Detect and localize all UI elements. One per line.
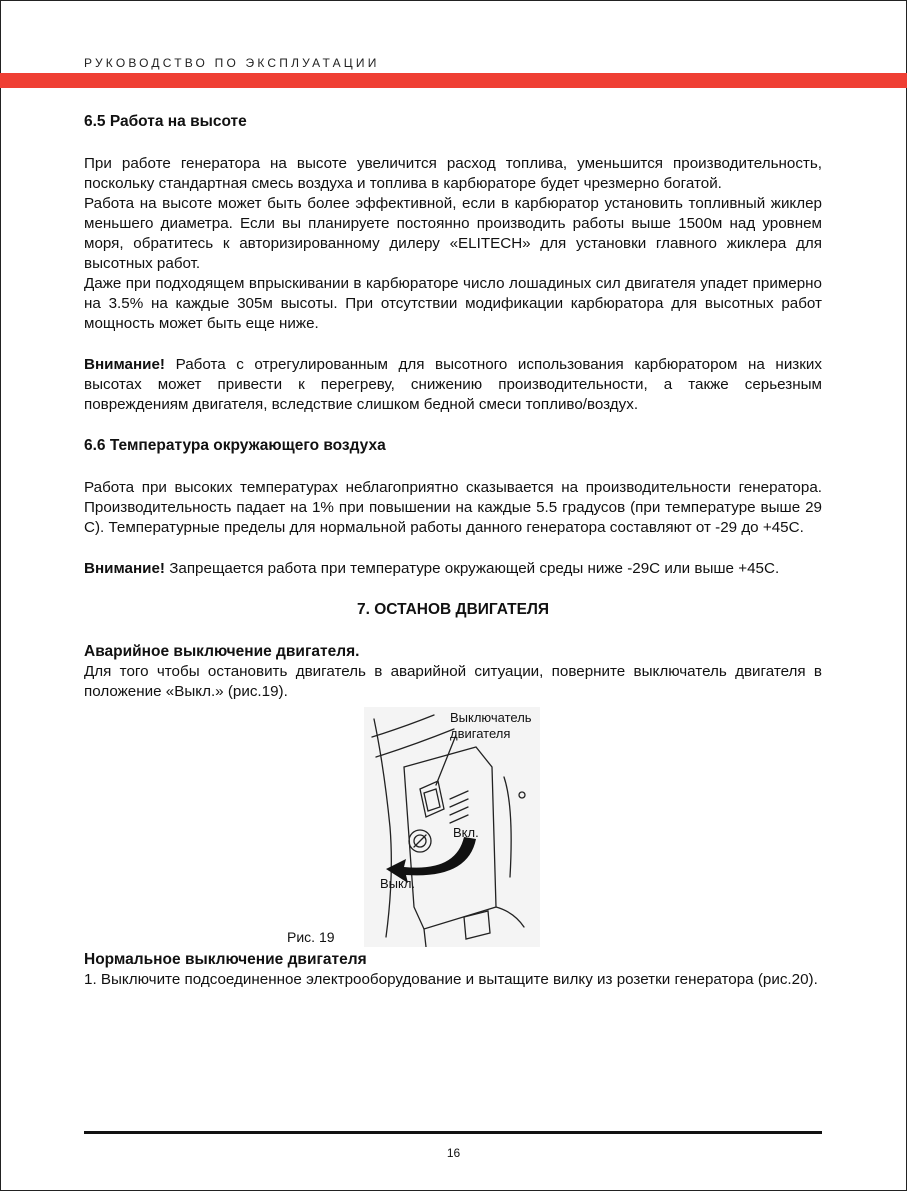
header-accent-bar [0,73,907,88]
page-content [84,112,822,990]
figure-19 [84,702,822,950]
section-6-6-paragraph-1: Работа при высоких температурах неблагоприятно сказывается на производительности генератора. Производительность падает на 1% при повышении на каждые 5.5 градусов (при температуре выше 29 С). Температурные пределы для нормальной работы данного генератора составляют от -29 до +45С. [84,479,822,536]
section-6-6-warning [84,559,822,579]
emergency-stop-text: Для того чтобы остановить двигатель в аварийной ситуации, поверните выключатель двигателя в положение «Выкл.» (рис.19). [84,663,822,700]
warning-text: Работа с отрегулированным для высотного использования карбюратором на низких высотах может привести к перегреву, снижению производительности, а также серьезным повреждениям двигателя, вследствие слишком бедной смеси топливо/воздух. [84,356,822,413]
section-6-5-paragraph-1: При работе генератора на высоте увеличится расход топлива, уменьшится производительность, поскольку стандартная смесь воздуха и топлива в карбюраторе будет чрезмерно богатой. [84,155,822,192]
running-header: РУКОВОДСТВО ПО ЭКСПЛУАТАЦИИ [84,56,380,70]
section-6-5-warning [84,355,822,415]
switch-label: Выключатель двигателя [450,710,532,741]
warning-label: Внимание! [84,356,165,373]
warning-label: Внимание! [84,560,165,577]
emergency-stop-heading: Аварийное выключение двигателя. [84,643,360,660]
on-label: Вкл. [453,825,479,840]
section-6-5-paragraph-2: Работа на высоте может быть более эффективной, если в карбюратор установить топливный жиклер меньшего диаметра. Если вы планируете постоянно производить работы выше 1500м над уровнем моря, обратитесь к авторизированному дилеру «ELITECH» для установки главного жиклера для высотных работ. [84,195,822,272]
section-7-heading: 7. ОСТАНОВ ДВИГАТЕЛЯ [357,601,549,618]
page-number: 16 [446,1146,461,1160]
normal-stop-heading: Нормальное выключение двигателя [84,951,367,968]
warning-text: Запрещается работа при температуре окружающей среды ниже -29С или выше +45С. [164,560,780,577]
normal-stop-step-1: 1. Выключите подсоединенное электрооборудование и вытащите вилку из розетки генератора (рис.20). [84,971,818,988]
section-6-5-paragraph-3: Даже при подходящем впрыскивании в карбюраторе число лошадиных сил двигателя упадет примерно на 3.5% на каждые 305м высоты. При отсутствии модификации карбюратора для высотных работ мощность может быть еще ниже. [84,275,822,332]
section-6-6-heading: 6.6 Температура окружающего воздуха [84,437,386,454]
off-label: Выкл. [380,876,416,891]
section-6-5-heading: 6.5 Работа на высоте [84,113,247,130]
footer-rule [84,1131,822,1134]
engine-switch-illustration [364,707,540,947]
figure-caption: Рис. 19 [287,929,335,945]
